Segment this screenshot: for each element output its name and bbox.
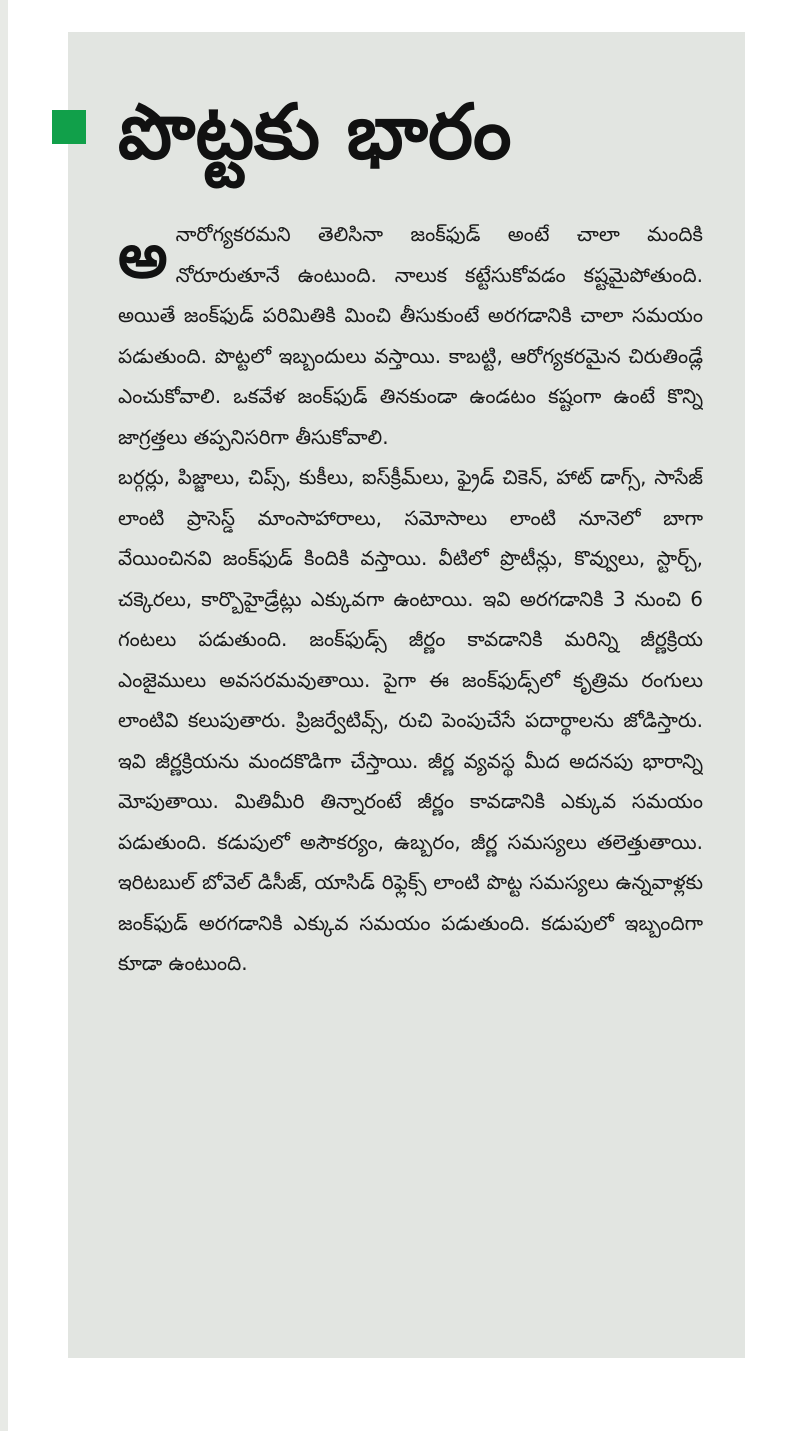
article-paragraph-2: బర్గర్లు, పిజ్జాలు, చిప్స్, కుకీలు, ఐస్‌క్రీమ్‌లు, ఫ్రైడ్ చికెన్, హాట్ డాగ్స్, సాసేజ్ లాంటి ప్రాసెస్డ్ మాంసాహారాలు, సమోసాలు లాంటి నూనెలో బాగా వేయించినవి జంక్‌ఫుడ్ కిందికి వస్తాయి. వీటిలో ప్రొటీన్లు, కొవ్వులు, స్టార్చ్, చక్కెరలు, కార్బొహైడ్రేట్లు ఎక్కువగా ఉంటాయి. ఇవి అరగడానికి 3 నుంచి 6 గంటలు పడుతుంది. జంక్‌ఫుడ్స్ జీర్ణం కావడానికి మరిన్ని జీర్ణక్రియ ఎంజైములు అవసరమవుతాయి. పైగా ఈ జంక్‌ఫుడ్స్‌లో కృత్రిమ రంగులు లాంటివి కలుపుతారు. ప్రిజర్వేటివ్స్, రుచి పెంపుచేసే పదార్థాలను జోడిస్తారు. ఇవి జీర్ణక్రియను మందకొడిగా చేస్తాయి. జీర్ణ వ్యవస్థ మీద అదనపు భారాన్ని మోపుతాయి. మితిమీరి తిన్నారంటే జీర్ణం కావడానికి ఎక్కువ సమయం పడుతుంది. కడుపులో అసౌకర్యం, ఉబ్బరం, జీర్ణ సమస్యలు తలెత్తుతాయి. ఇరిటబుల్ బోవెల్ డిసీజ్, యాసిడ్ రిఫ్లెక్స్ లాంటి పొట్ట సమస్యలు ఉన్నవాళ్లకు జంక్‌ఫుడ్ అరగడానికి ఎక్కువ సమయం పడుతుంది. కడుపులో ఇబ్బందిగా కూడా ఉంటుంది. [118, 465, 703, 975]
drop-cap: అ [118, 219, 168, 292]
article-paragraph-1: నారోగ్యకరమని తెలిసినా జంక్‌ఫుడ్ అంటే చాలా మందికి నోరూరుతూనే ఉంటుంది. నాలుక కట్టేసుకోవడం కష్టమైపోతుంది. అయితే జంక్‌ఫుడ్ పరిమితికి మించి తీసుకుంటే అరగడానికి చాలా సమయం పడుతుంది. పొట్టలో ఇబ్బందులు వస్తాయి. కాబట్టి, ఆరోగ్యకరమైన చిరుతిండ్లే ఎంచుకోవాలి. ఒకవేళ జంక్‌ఫుడ్ తినకుండా ఉండటం కష్టంగా ఉంటే కొన్ని జాగ్రత్తలు తప్పనిసరిగా తీసుకోవాలి. [118, 222, 703, 449]
article-body [118, 214, 703, 1324]
headline-bullet-square [52, 110, 86, 144]
headline: పొట్టకు భారం [118, 87, 512, 176]
page-edge-strip [0, 0, 8, 1431]
